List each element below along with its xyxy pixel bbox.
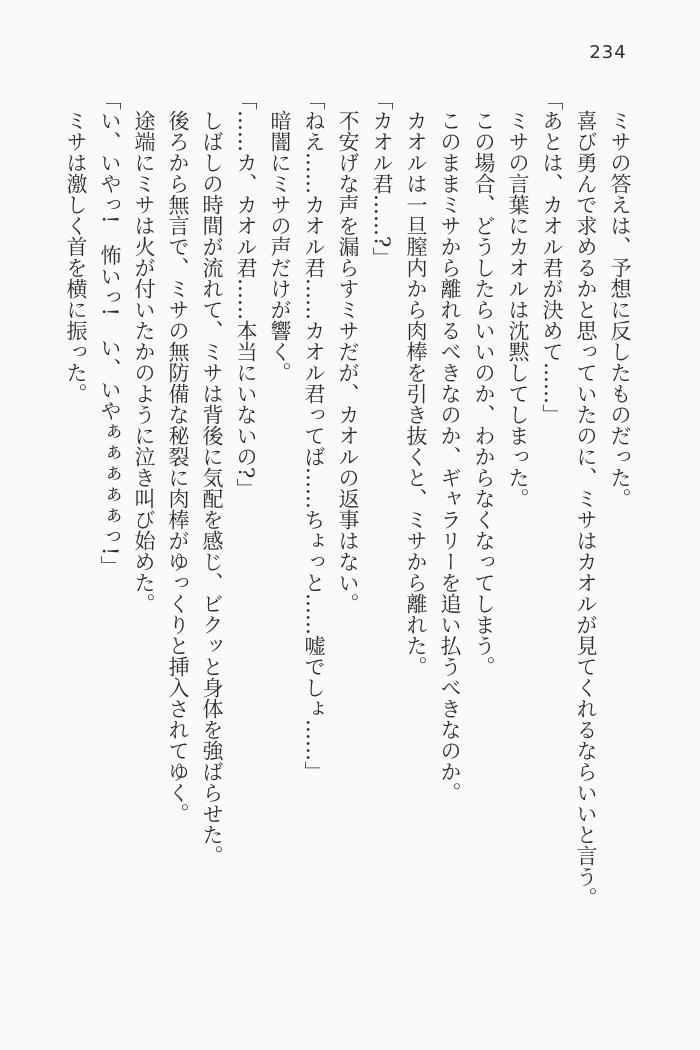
page-number: 234 (589, 42, 627, 63)
paragraph: ミサの答えは、予想に反したものだった。 (608, 110, 632, 509)
paragraph: 喜び勇んで求めるかと思っていたのに、ミサはカオルが見てくれるならいいと言う。 (574, 110, 598, 908)
paragraph: 「……カ、カオル君……本当にいないの?」 (234, 89, 258, 500)
paragraph: ミサの言葉にカオルは沈黙してしまった。 (506, 110, 530, 509)
paragraph: このままミサから離れるべきなのか、ギャラリーを追い払うべきなのか。 (438, 110, 462, 803)
paragraph: この場合、どうしたらいいのか、わからなくなってしまう。 (472, 110, 496, 677)
paragraph: 「あとは、カオル君が決めて……」 (540, 89, 564, 425)
paragraph: 途端にミサは火が付いたかのように泣き叫び始めた。 (132, 110, 156, 614)
paragraph: 不安げな声を漏らすミサだが、カオルの返事はない。 (336, 110, 360, 614)
text-block (59, 89, 637, 911)
paragraph: しばしの時間が流れて、ミサは背後に気配を感じ、ビクッと身体を強ばらせた。 (200, 110, 224, 866)
paragraph: 「い、いやっ! 怖いっ! い、いやぁぁぁぁぁっ!」 (98, 89, 122, 577)
paragraph: 暗闇にミサの声だけが響く。 (268, 110, 292, 383)
paragraph: 後ろから無言で、ミサの無防備な秘裂に肉棒がゆっくりと挿入されてゆく。 (166, 110, 190, 824)
paragraph: ミサは激しく首を横に振った。 (64, 110, 88, 404)
paragraph: 「カオル君……?」 (370, 89, 394, 269)
paragraph: カオルは一旦膣内から肉棒を引き抜くと、ミサから離れた。 (404, 110, 428, 677)
paragraph: 「ねえ……カオル君……カオル君ってば……ちょっと……嘘でしょ……」 (302, 89, 326, 782)
